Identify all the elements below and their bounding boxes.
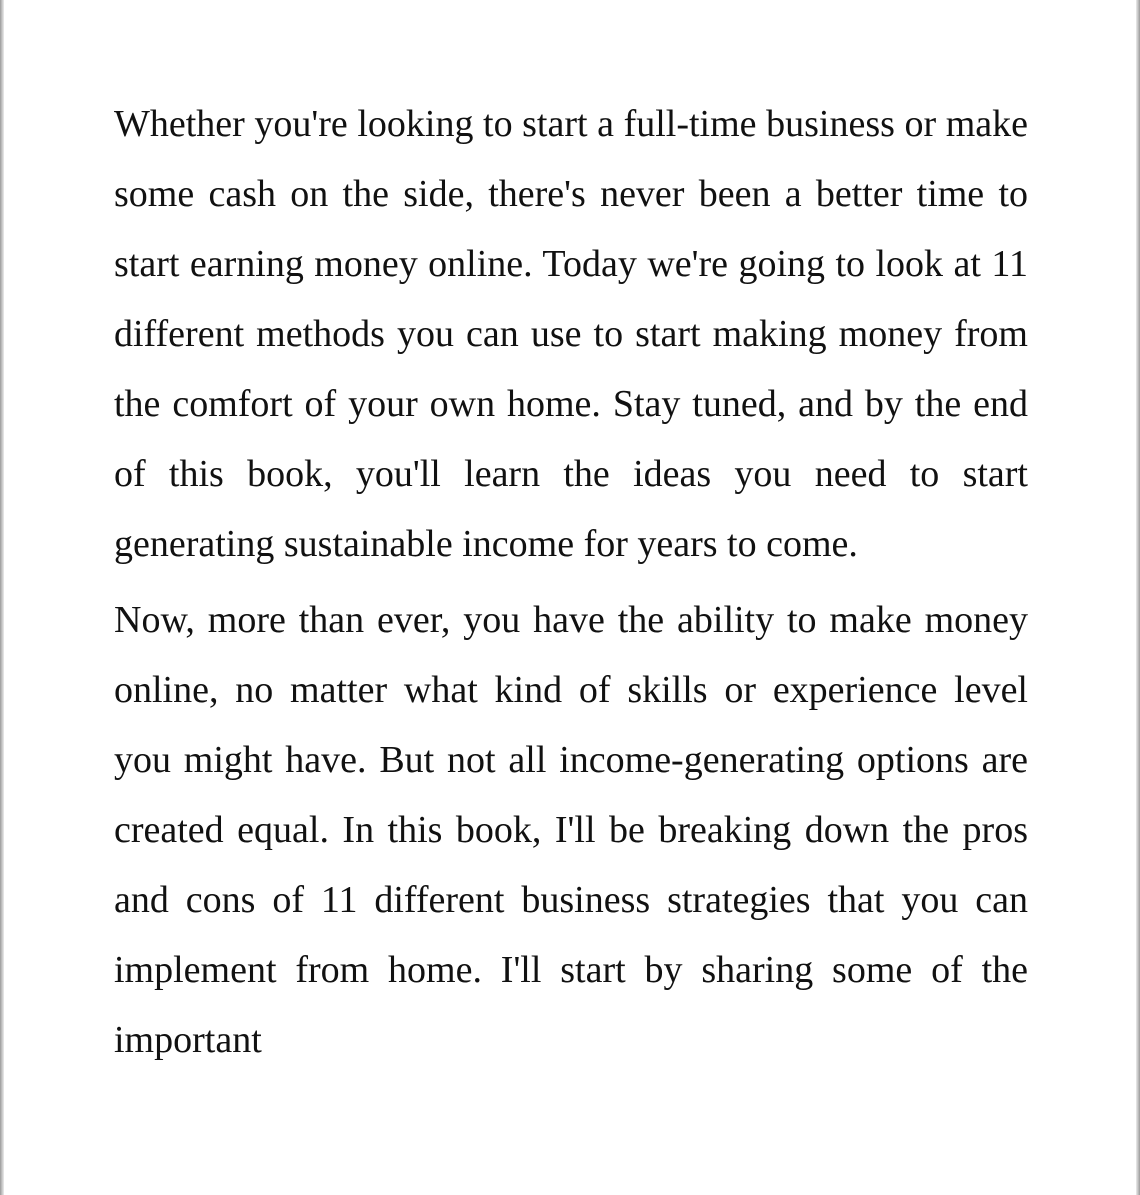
page-right-edge xyxy=(1136,0,1140,1195)
paragraph-intro: Whether you're looking to start a full-time business or make some cash on the side, there's never been a better time to start earning money online. Today we're going to look at 11 different methods you can use to start making money from the comfort of your own home. Stay tuned, and by the end of this book, you'll learn the ideas you need to start generating sustainable income for years to come. xyxy=(114,103,1028,565)
paragraph-overview: Now, more than ever, you have the ability to make money online, no matter what kind of skills or experience level you might have. But not all income-generating options are created equal. In this book, I'll be breaking down the pros and cons of 11 different business strategies that you can implement from home. I'll start by sharing some of the important xyxy=(114,599,1028,1061)
document-body xyxy=(114,89,1028,1081)
page-left-edge xyxy=(0,0,4,1195)
